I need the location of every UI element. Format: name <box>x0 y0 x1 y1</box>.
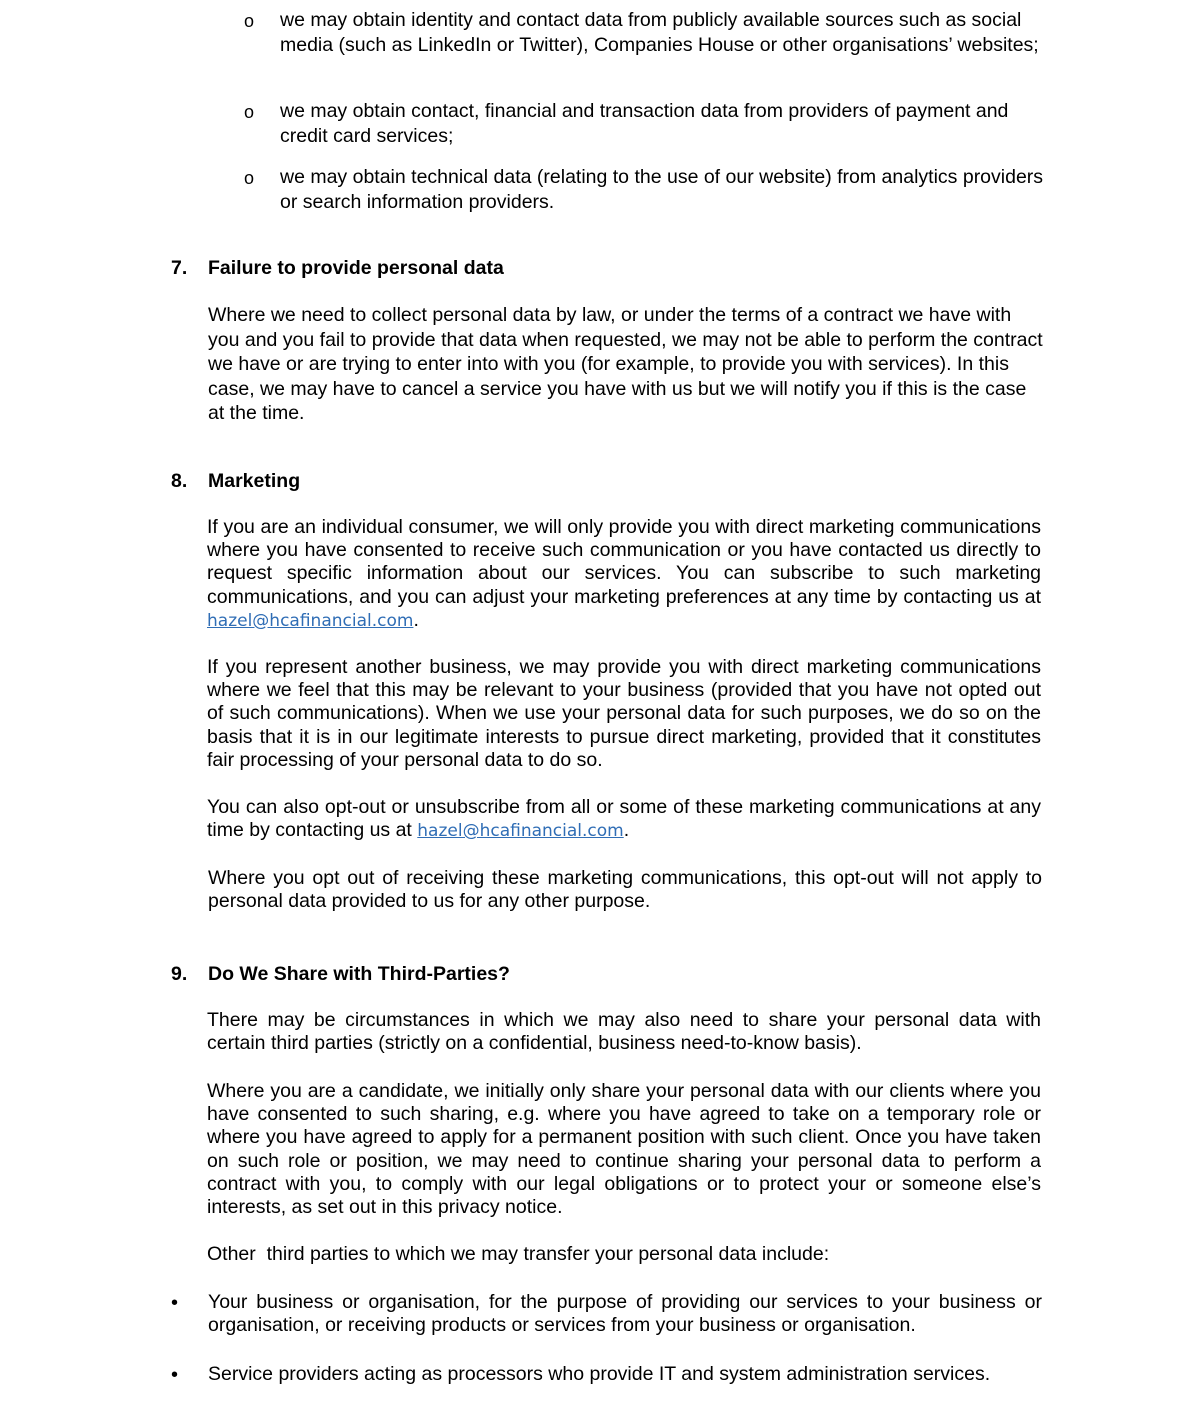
section-9-paragraph-3: Other third parties to which we may transfer your personal data include: <box>207 1243 830 1265</box>
section-8-paragraph-1 <box>207 516 1041 633</box>
section-7-heading: Failure to provide personal data <box>208 257 504 279</box>
email-link[interactable]: hazel@hcafinancial.com <box>207 610 414 631</box>
sub-bullet-marker: o <box>244 168 255 188</box>
section-8-heading: Marketing <box>208 470 301 492</box>
email-link[interactable]: hazel@hcafinancial.com <box>417 821 624 842</box>
sub-bullet-marker: o <box>244 11 255 31</box>
bullet-marker: • <box>171 1364 179 1386</box>
sub-list-item: we may obtain contact, financial and transaction data from providers of payment and credit card services; <box>280 100 1009 147</box>
paragraph-text: . <box>623 819 630 842</box>
section-7-number: 7. <box>171 257 188 279</box>
sub-list-item: we may obtain identity and contact data from publicly available sources such as social media (such as LinkedIn or Twitter), Companies House or other organisations’ websites; <box>280 9 1039 56</box>
paragraph-text: You can also opt-out or unsubscribe from all or some of these marketing communications at any time by contacting us at <box>207 796 1041 842</box>
section-8-paragraph-4: Where you opt out of receiving these marketing communications, this opt-out will not apply to personal data provided to us for any other purpose. <box>208 867 1042 913</box>
sub-bullet-marker: o <box>244 102 255 122</box>
section-8-paragraph-3 <box>207 796 1041 843</box>
paragraph-text: . <box>413 608 419 631</box>
section-8-number: 8. <box>171 470 188 492</box>
section-9-paragraph-1: There may be circumstances in which we may also need to share your personal data with certain third parties (strictly on a confidential, business need-to-know basis). <box>207 1009 1041 1055</box>
bullet-list-item: Your business or organisation, for the purpose of providing our services to your business or organisation, or receiving products or services from your business or organisation. <box>208 1291 1042 1337</box>
section-8-paragraph-2: If you represent another business, we may provide you with direct marketing communications where we feel that this may be relevant to your business (provided that you have not opted out of such communications). When we use your personal data for such purposes, we do so on the basis that it is in our legitimate interests to pursue direct marketing, provided that it constitutes fair processing of your personal data to do so. <box>207 656 1041 771</box>
sub-list-item: we may obtain technical data (relating to the use of our website) from analytics providers or search information providers. <box>280 166 1044 213</box>
section-7-paragraph: Where we need to collect personal data by law, or under the terms of a contract we have with you and you fail to provide that data when requested, we may not be able to perform the contract we have or are trying to enter into with you (for example, to provide you with services). In this case, we may have to cancel a service you have with us but we will notify you if this is the case at the time. <box>208 304 1043 424</box>
section-9-paragraph-2: Where you are a candidate, we initially only share your personal data with our clients where you have consented to such sharing, e.g. where you have agreed to take on a temporary role or where you have agreed to apply for a permanent position with such client. Once you have taken on such role or position, we may need to continue sharing your personal data to perform a contract with you, to comply with our legal obligations or to protect your or someone else’s interests, as set out in this privacy notice. <box>207 1080 1041 1219</box>
bullet-marker: • <box>171 1292 179 1314</box>
paragraph-text: If you are an individual consumer, we will only provide you with direct marketing communications where you have consented to receive such communication or you have contacted us directly to request specific information about our services. You can subscribe to such marketing communications, and you can adjust your marketing preferences at any time by contacting us at <box>207 516 1041 608</box>
section-9-heading: Do We Share with Third-Parties? <box>208 963 510 985</box>
section-9-number: 9. <box>171 963 188 985</box>
bullet-list-item: Service providers acting as processors who provide IT and system administration services. <box>208 1363 991 1385</box>
